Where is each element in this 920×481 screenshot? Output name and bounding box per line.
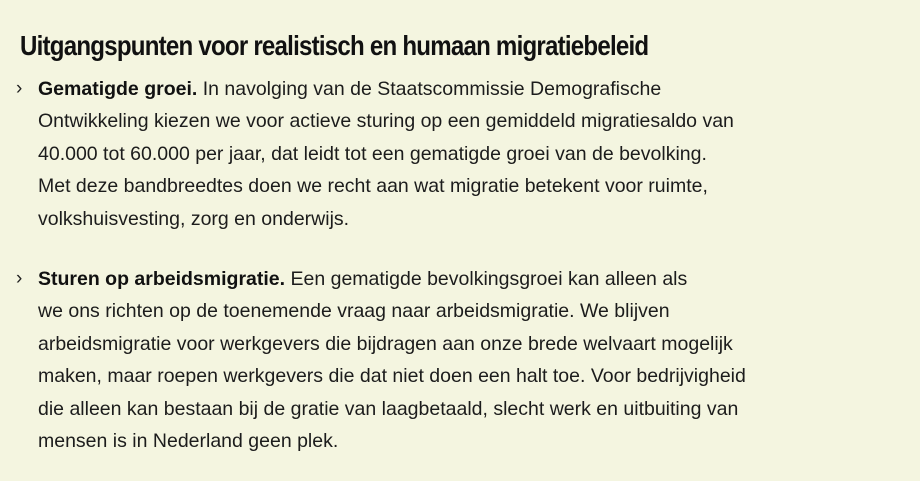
item-text-line: mensen is in Nederland geen plek.	[38, 430, 339, 453]
page-heading: Uitgangspunten voor realistisch en humaan migratiebeleid	[20, 30, 649, 61]
item-text-line: 40.000 tot 60.000 per jaar, dat leidt tot een gematigde groei van de bevolking.	[38, 142, 707, 165]
chevron-right-icon: ›	[16, 268, 23, 290]
item-text-line: we ons richten op de toenemende vraag naar arbeidsmigratie. We blijven	[38, 300, 670, 323]
item-paragraph	[38, 73, 890, 235]
item-title: Gematigde groei.	[38, 78, 198, 100]
policy-list	[0, 73, 920, 457]
item-text-line: maken, maar roepen werkgevers die dat niet doen een halt toe. Voor bedrijvigheid	[38, 365, 746, 388]
item-text-line: Met deze bandbreedtes doen we recht aan wat migratie betekent voor ruimte,	[38, 175, 708, 198]
item-text-line: Een gematigde bevolkingsgroei kan alleen als	[285, 268, 688, 291]
item-first-line	[38, 263, 890, 295]
item-text-line: Ontwikkeling kiezen we voor actieve sturing op een gemiddeld migratiesaldo van	[38, 110, 734, 133]
item-text-line: volkshuisvesting, zorg en onderwijs.	[38, 207, 350, 230]
item-text-line: arbeidsmigratie voor werkgevers die bijdragen aan onze brede welvaart mogelijk	[38, 332, 733, 355]
list-item-gematigde-groei	[0, 73, 920, 235]
chevron-right-icon: ›	[16, 78, 23, 99]
item-paragraph	[38, 263, 890, 457]
item-title: Sturen op arbeidsmigratie.	[38, 268, 286, 291]
item-text-line: In navolging van de Staatscommissie Demografische	[197, 78, 662, 100]
item-first-line	[38, 73, 890, 105]
item-text-line: die alleen kan bestaan bij de gratie van laagbetaald, slecht werk en uitbuiting van	[38, 397, 739, 420]
list-item-sturen-op-arbeidsmigratie	[0, 263, 920, 457]
